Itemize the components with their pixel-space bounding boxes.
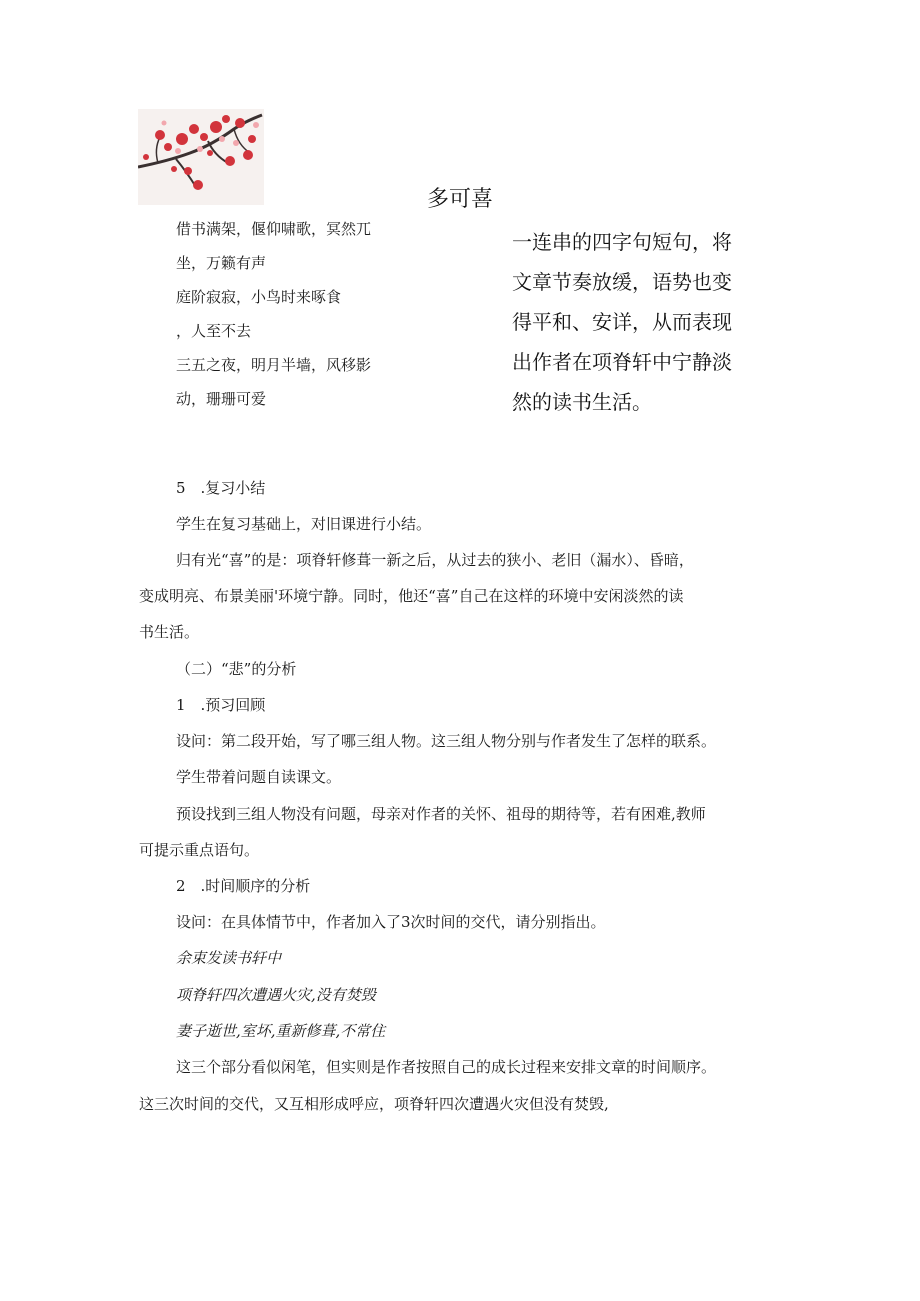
poem-line: 庭阶寂寂，小鸟时来啄食 — [176, 288, 342, 306]
question: 设问：在具体情节中，作者加入了3次时间的交代，请分别指出。 — [176, 913, 606, 931]
quoted-line: 余束发读书轩中 — [176, 949, 282, 967]
section-heading-review-summary: 5 .复习小结 — [176, 479, 266, 497]
poem-line: 三五之夜，明月半墙，风移影 — [176, 356, 372, 374]
paragraph: 书生活。 — [139, 623, 200, 641]
paragraph: 可提示重点语句。 — [139, 841, 260, 859]
section-heading-sorrow-analysis: （二）“悲”的分析 — [176, 660, 297, 678]
quoted-line: 项脊轩四次遭遇火灾,没有焚毁 — [176, 986, 376, 1004]
plum-blossom-illustration — [138, 109, 264, 205]
paragraph: 变成明亮、布景美丽'环境宁静。同时，他还“喜”自己在这样的环境中安闲淡然的读 — [139, 587, 684, 605]
paragraph: 这三次时间的交代，又互相形成呼应，项脊轩四次遭遇火灾但没有焚毁, — [139, 1095, 609, 1113]
paragraph: 学生带着问题自读课文。 — [176, 768, 342, 786]
poem-line: ，人至不去 — [176, 322, 252, 340]
section-heading-time-order: 2 .时间顺序的分析 — [176, 877, 311, 895]
quoted-four-character-phrases — [176, 212, 416, 416]
poem-line: 借书满架，偃仰啸歌，冥然兀 — [176, 220, 372, 238]
paragraph: 归有光“喜”的是：项脊轩修葺一新之后，从过去的狭小、老旧（漏水）、昏暗， — [176, 551, 694, 569]
note-line: 然的读书生活。 — [512, 390, 652, 414]
poem-line: 坐，万籁有声 — [176, 254, 267, 272]
question: 设问：第二段开始，写了哪三组人物。这三组人物分别与作者发生了怎样的联系。 — [176, 732, 717, 750]
page-title: 多可喜 — [426, 187, 493, 212]
note-line: 一连串的四字句短句，将 — [512, 230, 732, 254]
note-line: 文章节奏放缓，语势也变 — [512, 270, 732, 294]
paragraph: 学生在复习基础上，对旧课进行小结。 — [176, 515, 432, 533]
section-heading-preview: 1 .预习回顾 — [176, 696, 266, 714]
paragraph: 预设找到三组人物没有问题，母亲对作者的关怀、祖母的期待等，若有困难,教师 — [176, 805, 706, 823]
quoted-line: 妻子逝世,室坏,重新修葺,不常住 — [176, 1022, 386, 1040]
poem-line: 动，珊珊可爱 — [176, 390, 267, 408]
note-line: 得平和、安详，从而表现 — [512, 310, 732, 334]
analysis-note — [512, 222, 752, 422]
note-line: 出作者在项脊轩中宁静淡 — [512, 350, 732, 374]
paragraph: 这三个部分看似闲笔，但实则是作者按照自己的成长过程来安排文章的时间顺序。 — [176, 1058, 717, 1076]
